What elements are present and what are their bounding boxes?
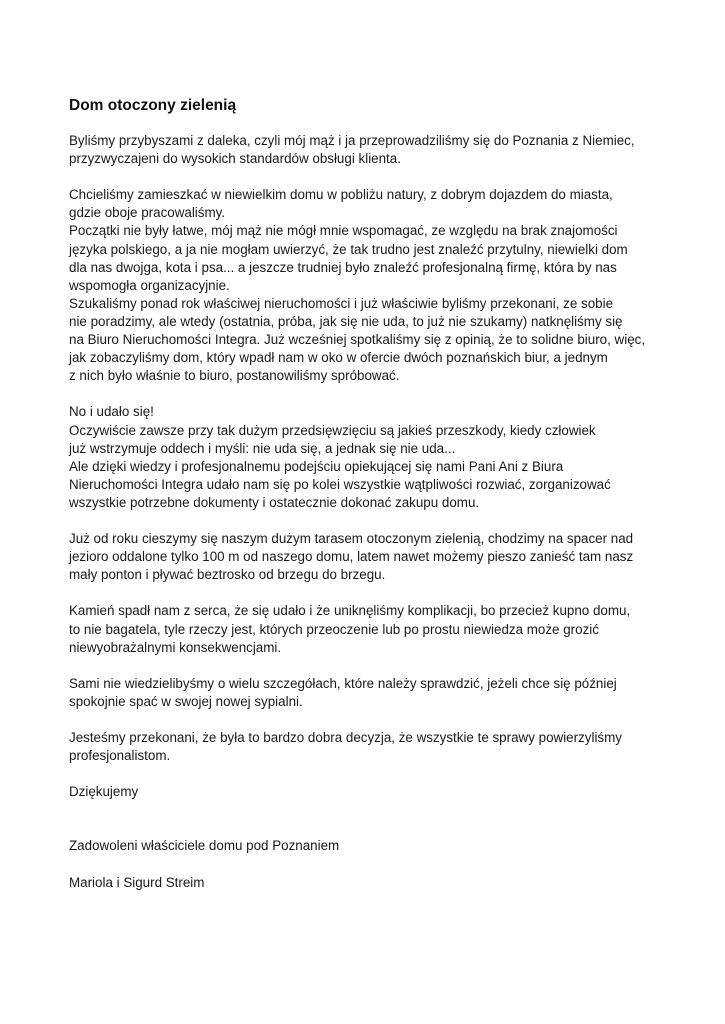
text-line: przyzwyczajeni do wysokich standardów obsługi klienta. — [69, 151, 401, 167]
text-line: mały ponton i pływać beztrosko od brzegu do brzegu. — [69, 567, 386, 583]
signature: Mariola i Sigurd Streim — [69, 874, 205, 890]
text-line: Kamień spadł nam z serca, że się udało i że uniknęliśmy komplikacji, bo przecież kupno domu, — [69, 603, 631, 619]
text-line: gdzie oboje pracowaliśmy. — [69, 205, 226, 221]
text-line: spokojnie spać w swojej nowej sypialni. — [69, 693, 303, 709]
text-line: Byliśmy przybyszami z daleka, czyli mój mąż i ja przeprowadziliśmy się do Poznania z Niemiec, — [69, 133, 635, 148]
text-line: dla nas dwojga, kota i psa... a jeszcze trudniej było znaleźć profesjonalną firmę, która by nas — [69, 259, 617, 275]
text-line: Jesteśmy przekonani, że była to bardzo dobra decyzja, że wszystkie te sprawy powierzyliśmy — [69, 730, 622, 746]
closing-line: Zadowoleni właściciele domu pod Poznaniem — [69, 838, 340, 854]
text-line: Już od roku cieszymy się naszym dużym tarasem otoczonym zielenią, chodzimy na spacer nad — [69, 531, 634, 547]
text-line: nie poradzimy, ale wtedy (ostatnia, próba, jak się nie uda, to już nie szukamy) natknęliśmy się — [69, 313, 623, 329]
text-line: jak zobaczyliśmy dom, który wpadł nam w oko w ofercie dwóch poznańskich biur, a jednym — [69, 350, 608, 366]
letter-page — [69, 96, 709, 910]
text-line: Szukaliśmy ponad rok właściwej nieruchomości i już właściwie byliśmy przekonani, ze sobie — [69, 295, 614, 311]
text-line: już wstrzymuje oddech i myśli: nie uda się, a jednak się nie uda... — [69, 440, 456, 456]
paragraph-6 — [69, 675, 709, 711]
text-line: Nieruchomości Integra udało nam się po kolei wszystkie wątpliwości rozwiać, zorganizować — [69, 476, 611, 492]
text-line: Chcieliśmy zamieszkać w niewielkim domu w pobliżu natury, z dobrym dojazdem do miasta, — [69, 187, 613, 203]
text-line: języka polskiego, a ja nie mogłam uwierzyć, że tak trudno jest znaleźć przytulny, niewielki dom — [69, 241, 628, 257]
text-line: wszystkie potrzebne dokumenty i ostatecznie dokonać zakupu domu. — [69, 494, 480, 510]
paragraph-2 — [69, 186, 709, 385]
page-title: Dom otoczony zielenią — [69, 97, 237, 114]
text-line: Ale dzięki wiedzy i profesjonalnemu podejściu opiekującej się nami Pani Ani z Biura — [69, 458, 564, 474]
text-line: z nich było właśnie to biuro, postanowiliśmy spróbować. — [69, 368, 400, 384]
text-line: Oczywiście zawsze przy tak dużym przedsięwzięciu są jakieś przeszkody, kiedy człowiek — [69, 422, 596, 438]
paragraph-4 — [69, 530, 709, 584]
text-line: profesjonalistom. — [69, 748, 171, 764]
thanks-line: Dziękujemy — [69, 784, 139, 800]
text-line: jezioro oddalone tylko 100 m od naszego domu, latem nawet możemy pieszo zanieść tam nasz — [69, 549, 634, 565]
text-line: na Biuro Nieruchomości Integra. Już wcześniej spotkaliśmy się z opinią, że to solidne biuro, więc, — [69, 332, 646, 348]
text-line: Sami nie wiedzielibyśmy o wielu szczegółach, które należy sprawdzić, jeżeli chce się później — [69, 675, 617, 691]
paragraph-1 — [69, 132, 709, 168]
text-line: to nie bagatela, tyle rzeczy jest, których przeoczenie lub po prostu niewiedza może grozić — [69, 621, 599, 637]
text-line: Początki nie były łatwe, mój mąż nie mógł mnie wspomagać, ze względu na brak znajomości — [69, 223, 618, 239]
text-line: No i udało się! — [69, 404, 154, 420]
paragraph-3 — [69, 403, 709, 512]
text-line: niewyobrażalnymi konsekwencjami. — [69, 639, 282, 655]
paragraph-5 — [69, 602, 709, 656]
text-line: wspomogła organizacyjnie. — [69, 277, 230, 293]
paragraph-7 — [69, 729, 709, 765]
